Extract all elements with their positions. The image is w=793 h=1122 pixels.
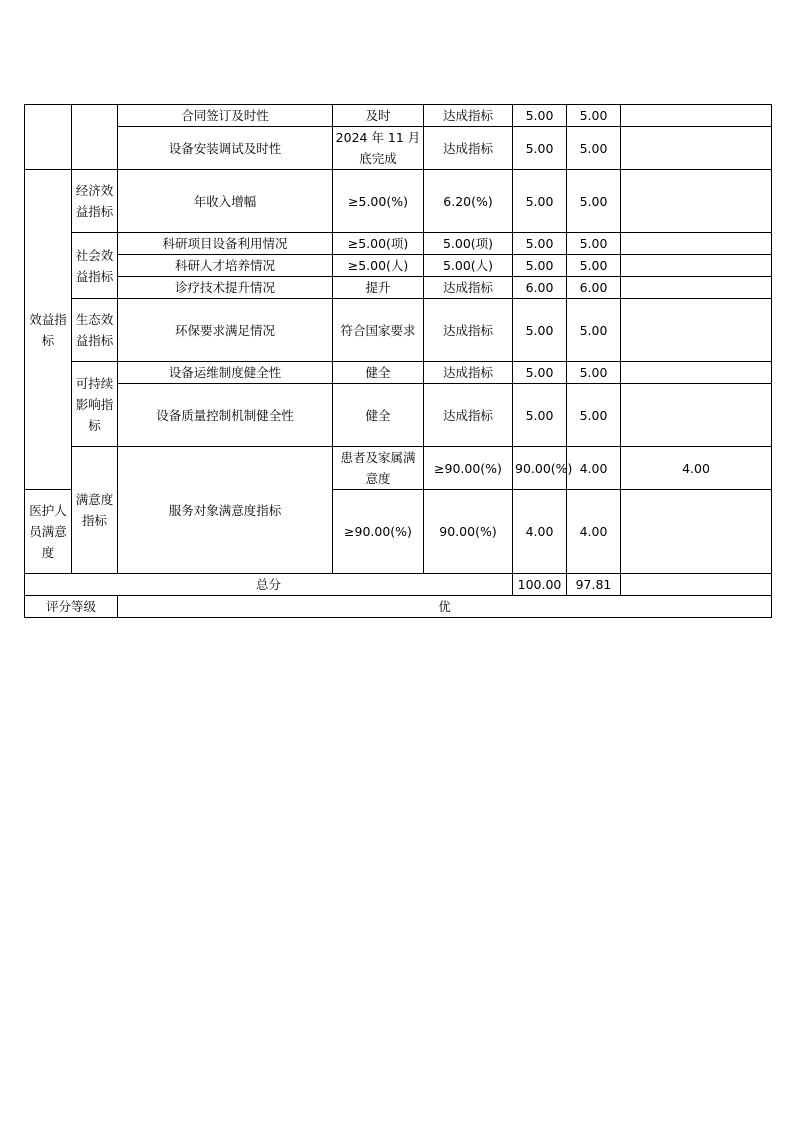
target-value: 健全	[333, 384, 424, 447]
actual-value: 6.20(%)	[424, 170, 513, 233]
subcategory-social: 社会效益指标	[72, 233, 118, 299]
indicator-name: 环保要求满足情况	[118, 299, 333, 362]
note-cell	[621, 384, 772, 447]
indicator-name: 科研项目设备利用情况	[118, 233, 333, 255]
indicator-name: 合同签订及时性	[118, 105, 333, 127]
score-value: 5.00	[567, 362, 621, 384]
actual-value: 5.00(人)	[424, 255, 513, 277]
actual-value: 达成指标	[424, 277, 513, 299]
score-value: 5.00	[567, 105, 621, 127]
table-row	[25, 447, 772, 490]
indicator-name: 医护人员满意度	[25, 490, 72, 574]
total-weight: 100.00	[513, 574, 567, 596]
actual-value: 达成指标	[424, 362, 513, 384]
note-cell	[621, 299, 772, 362]
total-label: 总分	[25, 574, 513, 596]
table-row	[25, 105, 772, 127]
actual-value: 达成指标	[424, 105, 513, 127]
weight-value: 4.00	[567, 447, 621, 490]
actual-value: 达成指标	[424, 127, 513, 170]
weight-value: 5.00	[513, 362, 567, 384]
target-value: 提升	[333, 277, 424, 299]
note-cell	[621, 277, 772, 299]
grade-row	[25, 596, 772, 618]
weight-value: 5.00	[513, 127, 567, 170]
target-value: 及时	[333, 105, 424, 127]
actual-value: 达成指标	[424, 299, 513, 362]
weight-value: 5.00	[513, 105, 567, 127]
category-satisfaction: 满意度指标	[72, 447, 118, 574]
indicator-name: 设备运维制度健全性	[118, 362, 333, 384]
target-value: ≥5.00(%)	[333, 170, 424, 233]
target-value: ≥5.00(项)	[333, 233, 424, 255]
score-value: 5.00	[567, 299, 621, 362]
grade-value: 优	[118, 596, 772, 618]
score-value: 6.00	[567, 277, 621, 299]
score-value: 5.00	[567, 255, 621, 277]
indicator-name: 设备质量控制机制健全性	[118, 384, 333, 447]
score-value: 5.00	[567, 170, 621, 233]
score-value: 5.00	[567, 127, 621, 170]
target-value: ≥90.00(%)	[424, 447, 513, 490]
weight-value: 5.00	[513, 255, 567, 277]
note-cell	[621, 255, 772, 277]
weight-value: 6.00	[513, 277, 567, 299]
total-score: 97.81	[567, 574, 621, 596]
indicator-name: 患者及家属满意度	[333, 447, 424, 490]
total-row	[25, 574, 772, 596]
total-note	[621, 574, 772, 596]
actual-value: 达成指标	[424, 384, 513, 447]
table-row	[25, 384, 772, 447]
weight-value: 5.00	[513, 233, 567, 255]
actual-value: 90.00(%)	[424, 490, 513, 574]
score-value: 5.00	[567, 233, 621, 255]
target-value: 符合国家要求	[333, 299, 424, 362]
target-value: 2024 年 11 月底完成	[333, 127, 424, 170]
indicator-name: 设备安装调试及时性	[118, 127, 333, 170]
table-row	[25, 362, 772, 384]
table-row	[25, 170, 772, 233]
indicator-name: 年收入增幅	[118, 170, 333, 233]
grade-label: 评分等级	[25, 596, 118, 618]
weight-value: 5.00	[513, 170, 567, 233]
subcategory-service: 服务对象满意度指标	[118, 447, 333, 574]
category-benefit: 效益指标	[25, 170, 72, 490]
note-cell	[621, 233, 772, 255]
actual-value: 90.00(%)	[513, 447, 567, 490]
note-cell	[621, 362, 772, 384]
note-cell	[621, 170, 772, 233]
target-value: ≥5.00(人)	[333, 255, 424, 277]
subcategory-economic: 经济效益指标	[72, 170, 118, 233]
table-row	[25, 255, 772, 277]
note-cell	[621, 127, 772, 170]
actual-value: 5.00(项)	[424, 233, 513, 255]
note-cell	[621, 105, 772, 127]
subcategory-ecological: 生态效益指标	[72, 299, 118, 362]
table-row	[25, 299, 772, 362]
weight-value: 5.00	[513, 299, 567, 362]
category-cell-empty	[25, 105, 72, 170]
performance-evaluation-table	[24, 104, 772, 618]
subcategory-sustainable: 可持续影响指标	[72, 362, 118, 447]
weight-value: 5.00	[513, 384, 567, 447]
subcategory-cell-empty	[72, 105, 118, 170]
note-cell	[621, 490, 772, 574]
target-value: ≥90.00(%)	[333, 490, 424, 574]
table-row	[25, 277, 772, 299]
target-value: 健全	[333, 362, 424, 384]
score-value: 5.00	[567, 384, 621, 447]
score-value: 4.00	[567, 490, 621, 574]
weight-value: 4.00	[513, 490, 567, 574]
table-row	[25, 127, 772, 170]
indicator-name: 科研人才培养情况	[118, 255, 333, 277]
score-value: 4.00	[621, 447, 772, 490]
table-row	[25, 233, 772, 255]
indicator-name: 诊疗技术提升情况	[118, 277, 333, 299]
